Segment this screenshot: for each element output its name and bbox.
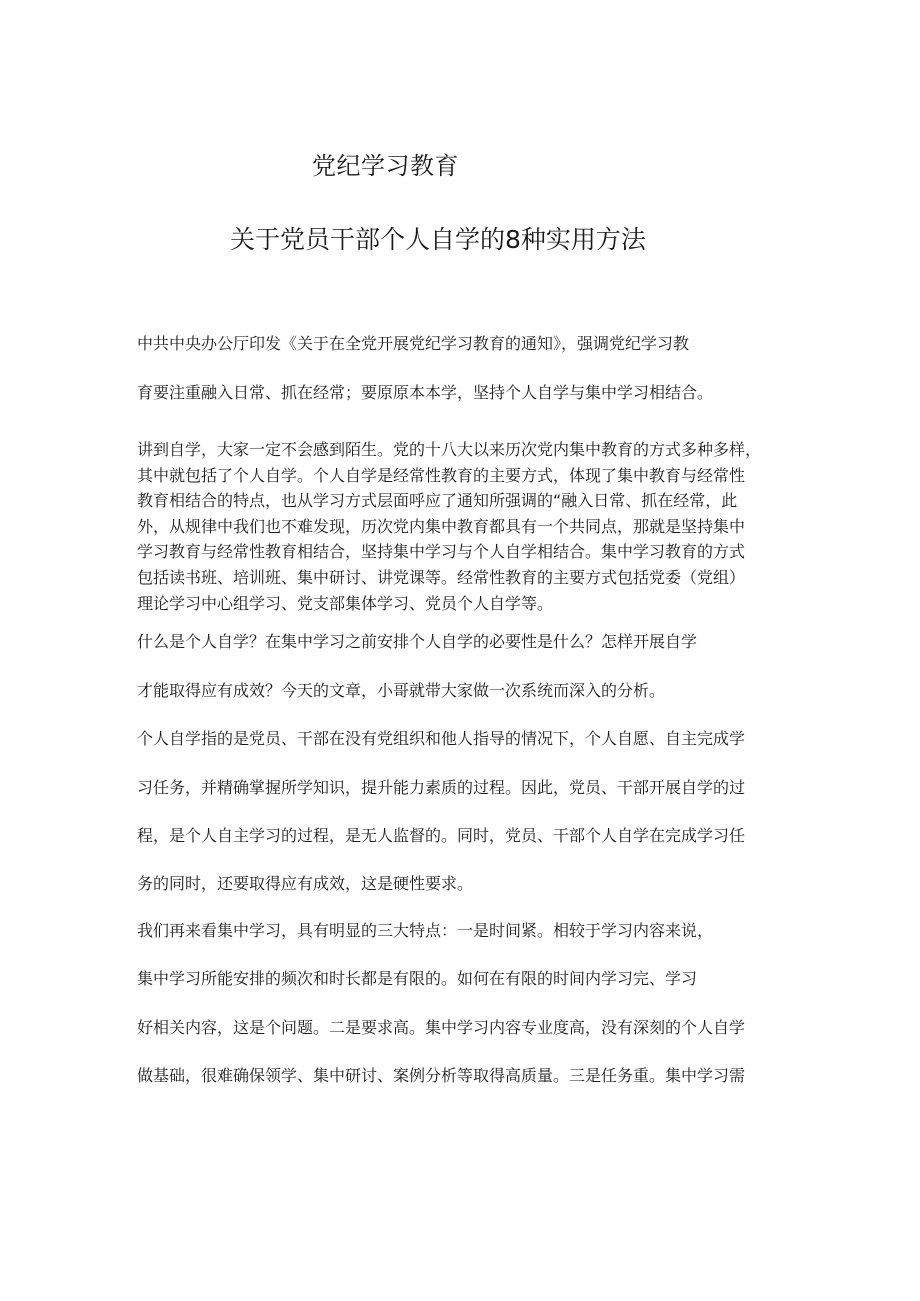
paragraph-2-line: 理论学习中心组学习、党支部集体学习、党员个人自学等。: [137, 593, 554, 613]
paragraph-5-line: 做基础，很难确保领学、集中研讨、案例分析等取得高质量。三是任务重。集中学习需: [137, 1066, 746, 1085]
paragraph-4-line: 程，是个人自主学习的过程，是无人监督的。同时，党员、干部个人自学在完成学习任: [137, 826, 746, 845]
document-title-line-2: 关于党员干部个人自学的8种实用方法: [230, 225, 646, 254]
intro-line-2: 育要注重融入日常、抓在经常；要原原本本学，坚持个人自学与集中学习相结合。: [137, 383, 714, 402]
paragraph-4-line: 个人自学指的是党员、干部在没有党组织和他人指导的情况下，个人自愿、自主完成学: [137, 729, 746, 748]
paragraph-4-line: 习任务，并精确掌握所学知识，提升能力素质的过程。因此，党员、干部开展自学的过: [137, 778, 746, 797]
paragraph-2-line: 学习教育与经常性教育相结合，坚持集中学习与个人自学相结合。集中学习教育的方式: [137, 542, 746, 562]
paragraph-2-line: 教育相结合的特点，也从学习方式层面呼应了通知所强调的“融入日常、抓在经常，此: [137, 491, 738, 511]
paragraph-3-line: 才能取得应有成效？今天的文章，小哥就带大家做一次系统而深入的分析。: [137, 681, 666, 700]
document-title-line-1: 党纪学习教育: [312, 152, 459, 180]
paragraph-2-line: 讲到自学，大家一定不会感到陌生。党的十八大以来历次党内集中教育的方式多种多样，: [137, 440, 762, 459]
paragraph-4-line: 务的同时，还要取得应有成效，这是硬性要求。: [137, 874, 474, 893]
paragraph-5-line: 我们再来看集中学习，具有明显的三大特点：一是时间紧。相较于学习内容来说，: [137, 921, 714, 940]
paragraph-2-line: 外，从规律中我们也不难发现，历次党内集中教育都具有一个共同点，那就是坚持集中: [137, 516, 746, 536]
paragraph-3-line: 什么是个人自学？在集中学习之前安排个人自学的必要性是什么？怎样开展自学: [137, 632, 698, 651]
paragraph-5-line: 集中学习所能安排的频次和时长都是有限的。如何在有限的时间内学习完、学习: [137, 969, 698, 988]
paragraph-2-line: 其中就包括了个人自学。个人自学是经常性教育的主要方式，体现了集中教育与经常性: [137, 465, 746, 485]
paragraph-2-line: 包括读书班、培训班、集中研讨、讲党课等。经常性教育的主要方式包括党委（党组）: [137, 567, 746, 587]
paragraph-5-line: 好相关内容，这是个问题。二是要求高。集中学习内容专业度高，没有深刻的个人自学: [137, 1018, 746, 1037]
intro-line-1: 中共中央办公厅印发《关于在全党开展党纪学习教育的通知》，强调党纪学习教: [137, 334, 690, 353]
paragraph-2: [137, 437, 797, 616]
